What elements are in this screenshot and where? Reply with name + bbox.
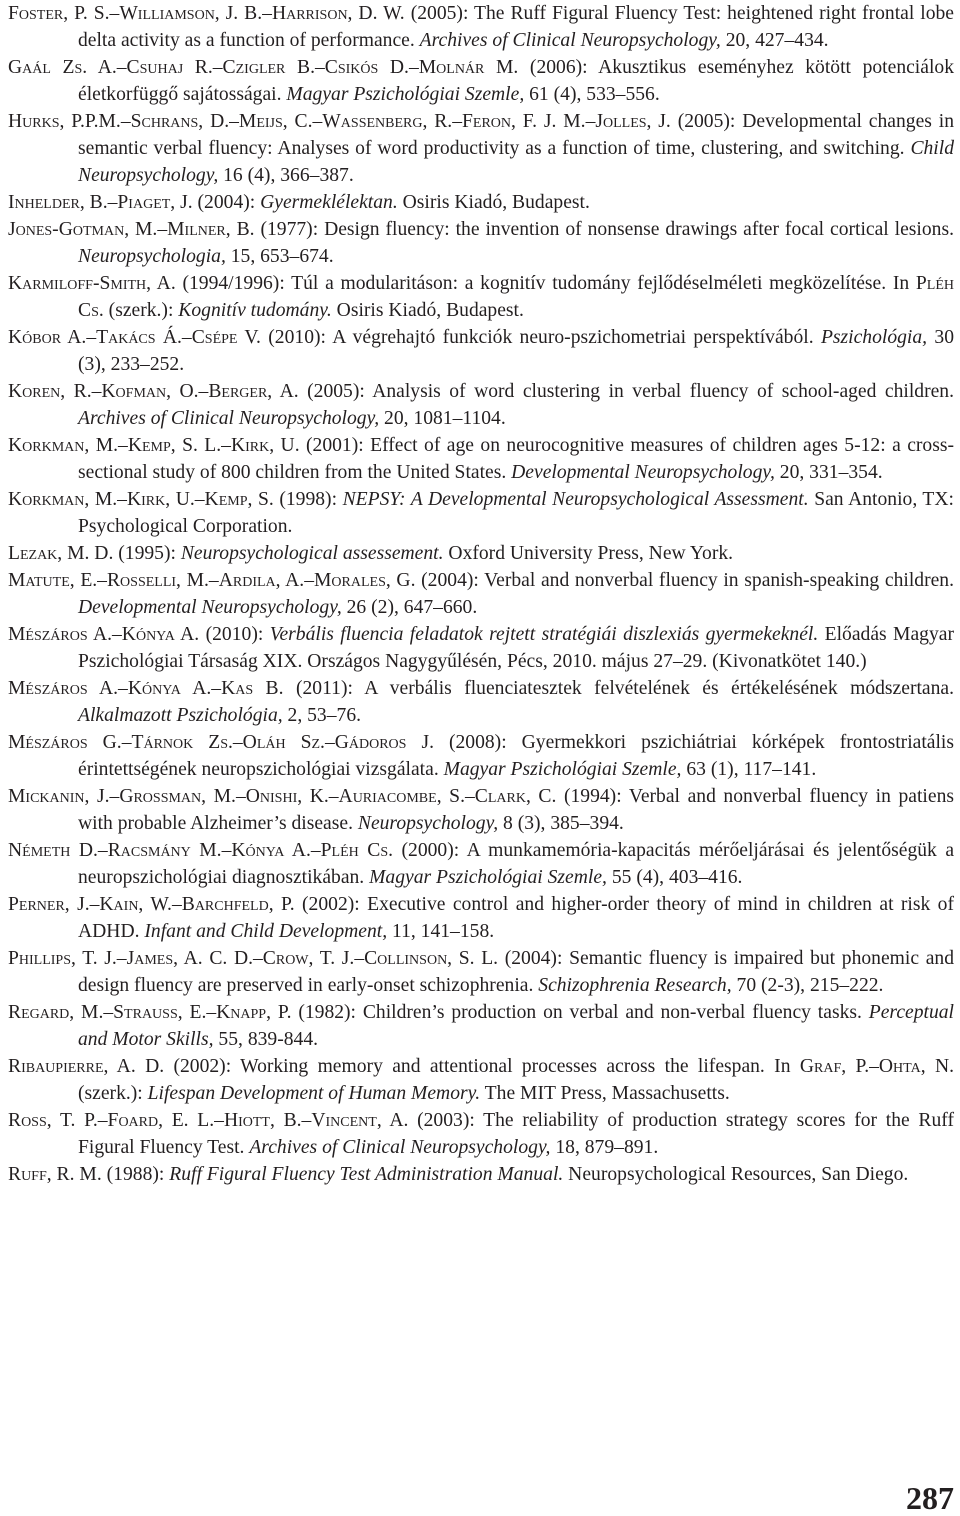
reference-text: (2010):	[199, 624, 270, 645]
reference-entry	[8, 729, 954, 783]
reference-title-italic: Neuropsychological assessement.	[180, 543, 444, 564]
reference-title-italic: Archives of Clinical Neuropsychology,	[419, 30, 721, 51]
reference-authors: Ribaupierre, A. D.	[8, 1056, 165, 1077]
reference-text: (2005): The Ruff Figural Fluency Test: heightened right frontal lobe delta activity as a function of performance.	[78, 3, 955, 51]
reference-text: 61 (4), 533–556.	[524, 84, 660, 105]
reference-authors: Hurks, P.P.M.–Schrans, D.–Meijs, C.–Wassenberg, R.–Feron, F. J. M.–Jolles, J.	[8, 111, 671, 132]
reference-text: (1982): Children’s production on verbal and non-verbal fluency tasks.	[291, 1002, 869, 1023]
reference-text: (2011): A verbális fluenciatesztek felvételének és értékelésének módszertana.	[283, 678, 954, 699]
reference-title-italic: Schizophrenia Research,	[538, 975, 732, 996]
reference-text: (1995):	[113, 543, 181, 564]
reference-authors: Koren, R.–Kofman, O.–Berger, A.	[8, 381, 299, 402]
reference-entry	[8, 783, 954, 837]
reference-title-italic: Developmental Neuropsychology,	[511, 462, 775, 483]
reference-authors: Regard, M.–Strauss, E.–Knapp, P.	[8, 1002, 292, 1023]
reference-title-italic: Alkalmazott Pszichológia,	[78, 705, 283, 726]
reference-title-italic: Verbális fluencia feladatok rejtett stratégiái diszlexiás gyermekeknél.	[269, 624, 819, 645]
reference-title-italic: Pszichológia,	[820, 327, 928, 348]
reference-authors: Perner, J.–Kain, W.–Barchfeld, P.	[8, 894, 295, 915]
reference-text: (2001): Effect of age on neurocognitive measures of children ages 5-12: a cross-sectional study of 800 children from the United States.	[78, 435, 954, 483]
reference-text: 8 (3), 385–394.	[498, 813, 624, 834]
reference-entry	[8, 675, 954, 729]
reference-text: (szerk.):	[103, 300, 179, 321]
reference-title-italic: Ruff Figural Fluency Test Administration Manual.	[169, 1164, 564, 1185]
reference-entry	[8, 621, 954, 675]
reference-authors: Kóbor A.–Takács Á.–Csépe V.	[8, 327, 261, 348]
reference-text: (1994/1996): Túl a modularitáson: a kognitív tudomány fejlődéselméleti megközelítése. In	[175, 273, 916, 294]
reference-list	[8, 0, 954, 1188]
reference-text: (2004): Verbal and nonverbal fluency in spanish-speaking children.	[415, 570, 954, 591]
reference-entry	[8, 999, 954, 1053]
reference-title-italic: Lifespan Development of Human Memory.	[147, 1083, 481, 1104]
reference-text: (1977): Design fluency: the invention of nonsense drawings after focal cortical lesions.	[254, 219, 954, 240]
reference-title-italic: Magyar Pszichológiai Szemle,	[369, 867, 607, 888]
reference-text: (2004):	[192, 192, 261, 213]
reference-authors: Foster, P. S.–Williamson, J. B.–Harrison, D. W.	[8, 3, 405, 24]
reference-authors: Mickanin, J.–Grossman, M.–Onishi, K.–Auriacombe, S.–Clark, C.	[8, 786, 557, 807]
reference-text: 15, 653–674.	[225, 246, 334, 267]
reference-text: 63 (1), 117–141.	[681, 759, 817, 780]
reference-title-italic: Magyar Pszichológiai Szemle,	[286, 84, 525, 105]
reference-text: 20, 1081–1104.	[379, 408, 506, 429]
reference-text: Osiris Kiadó, Budapest.	[397, 192, 590, 213]
reference-entry	[8, 0, 954, 54]
reference-title-italic: Neuropsychology,	[357, 813, 499, 834]
reference-title-italic: Kognitív tudomány.	[178, 300, 332, 321]
reference-text: San Antonio, TX: Psychological Corporation.	[78, 489, 954, 537]
reference-entry	[8, 837, 954, 891]
reference-authors: Pléh Cs.	[78, 273, 955, 321]
reference-title-italic: Archives of Clinical Neuropsychology,	[78, 408, 380, 429]
reference-text: (2005): Analysis of word clustering in verbal fluency of school-aged children.	[298, 381, 955, 402]
reference-text: (2000): A munkamemória-kapacitás mérőeljárásai és jelentőségük a neuropszichológiai diagnosztikában.	[78, 840, 955, 888]
page-number: 287	[906, 1480, 954, 1516]
reference-authors: Jones-Gotman, M.–Milner, B.	[8, 219, 255, 240]
reference-text: (2003): The reliability of production strategy scores for the Ruff Figural Fluency Test.	[78, 1110, 954, 1158]
reference-authors: Lezak, M. D.	[8, 543, 114, 564]
reference-authors: Graf, P.–Ohta, N.	[799, 1056, 955, 1077]
reference-title-italic: Perceptual and Motor Skills,	[78, 1002, 954, 1050]
reference-entry	[8, 891, 954, 945]
reference-entry	[8, 1161, 954, 1188]
reference-text: 16 (4), 366–387.	[218, 165, 354, 186]
reference-title-italic: Magyar Pszichológiai Szemle,	[443, 759, 682, 780]
reference-title-italic: Gyermeklélektan.	[260, 192, 398, 213]
reference-entry	[8, 432, 954, 486]
reference-text: 18, 879–891.	[550, 1137, 659, 1158]
reference-entry	[8, 108, 954, 189]
reference-text: (2006): Akusztikus eseményhez kötött potenciálok életkorfüggő sajátosságai.	[78, 57, 954, 105]
reference-entry	[8, 486, 954, 540]
reference-text: (2005): Developmental changes in semantic verbal fluency: Analyses of word productivity as a function of time, clustering, and switching.	[78, 111, 954, 159]
reference-authors: Korkman, M.–Kemp, S. L.–Kirk, U.	[8, 435, 300, 456]
reference-authors: Karmiloff-Smith, A.	[8, 273, 176, 294]
reference-text: 20, 331–354.	[774, 462, 883, 483]
reference-authors: Gaál Zs. A.–Csuhaj R.–Czigler B.–Csikós D.–Molnár M.	[8, 57, 519, 78]
reference-text: 26 (2), 647–660.	[341, 597, 478, 618]
reference-text: (2004): Semantic fluency is impaired but phonemic and design fluency are preserved in early-onset schizophrenia.	[78, 948, 954, 996]
reference-title-italic: Child Neuropsychology,	[78, 138, 954, 186]
reference-text: 20, 427–434.	[720, 30, 829, 51]
reference-entry	[8, 54, 954, 108]
reference-title-italic: Infant and Child Development,	[144, 921, 388, 942]
reference-text: (szerk.):	[78, 1083, 148, 1104]
reference-authors: Mészáros G.–Tárnok Zs.–Oláh Sz.–Gádoros J.	[8, 732, 434, 753]
reference-title-italic: NEPSY: A Developmental Neuropsychological Assessment.	[342, 489, 809, 510]
reference-text: 11, 141–158.	[387, 921, 495, 942]
reference-entry	[8, 189, 954, 216]
reference-entry	[8, 1053, 954, 1107]
reference-authors: Németh D.–Racsmány M.–Kónya A.–Pléh Cs.	[8, 840, 394, 861]
reference-authors: Ruff, R. M.	[8, 1164, 102, 1185]
reference-text: (1994): Verbal and nonverbal fluency in patiens with probable Alzheimer’s disease.	[78, 786, 954, 834]
reference-text: (2002): Working memory and attentional processes across the lifespan. In	[164, 1056, 800, 1077]
reference-text: (1998):	[273, 489, 343, 510]
reference-authors: Mészáros A.–Kónya A.	[8, 624, 200, 645]
reference-authors: Ross, T. P.–Foard, E. L.–Hiott, B.–Vincent, A.	[8, 1110, 409, 1131]
reference-entry	[8, 1107, 954, 1161]
reference-text: Neuropsychological Resources, San Diego.	[563, 1164, 909, 1185]
reference-authors: Matute, E.–Rosselli, M.–Ardila, A.–Morales, G.	[8, 570, 416, 591]
reference-entry	[8, 324, 954, 378]
reference-authors: Mészáros A.–Kónya A.–Kas B.	[8, 678, 284, 699]
reference-text: 2, 53–76.	[282, 705, 362, 726]
reference-entry	[8, 945, 954, 999]
reference-text: 70 (2-3), 215–222.	[731, 975, 884, 996]
reference-text: (2010): A végrehajtó funkciók neuro-pszichometriai perspektívából.	[260, 327, 821, 348]
reference-entry	[8, 378, 954, 432]
reference-text: (2008): Gyermekkori pszichiátriai kórképek frontostriatális érintettségének neuropszichológiai vizsgálata.	[78, 732, 954, 780]
reference-text: (2002): Executive control and higher-order theory of mind in children at risk of ADHD.	[78, 894, 955, 942]
reference-authors: Korkman, M.–Kirk, U.–Kemp, S.	[8, 489, 274, 510]
reference-text: Oxford University Press, New York.	[443, 543, 734, 564]
reference-text: Előadás Magyar Pszichológiai Társaság XIX. Országos Nagygyűlésén, Pécs, 2010. május 27–29. (Kivonatkötet 140.)	[78, 624, 954, 672]
reference-text: 30 (3), 233–252.	[78, 327, 954, 375]
reference-entry	[8, 567, 954, 621]
reference-entry	[8, 540, 954, 567]
reference-title-italic: Archives of Clinical Neuropsychology,	[249, 1137, 551, 1158]
reference-text: (1988):	[101, 1164, 170, 1185]
reference-title-italic: Developmental Neuropsychology,	[78, 597, 342, 618]
reference-authors: Phillips, T. J.–James, A. C. D.–Crow, T. J.–Collinson, S. L.	[8, 948, 499, 969]
reference-text: Osiris Kiadó, Budapest.	[331, 300, 524, 321]
reference-text: The MIT Press, Massachusetts.	[480, 1083, 730, 1104]
reference-text: 55, 839-844.	[213, 1029, 319, 1050]
reference-authors: Inhelder, B.–Piaget, J.	[8, 192, 193, 213]
reference-entry	[8, 270, 954, 324]
reference-text: 55 (4), 403–416.	[606, 867, 743, 888]
reference-title-italic: Neuropsychologia,	[78, 246, 226, 267]
reference-entry	[8, 216, 954, 270]
